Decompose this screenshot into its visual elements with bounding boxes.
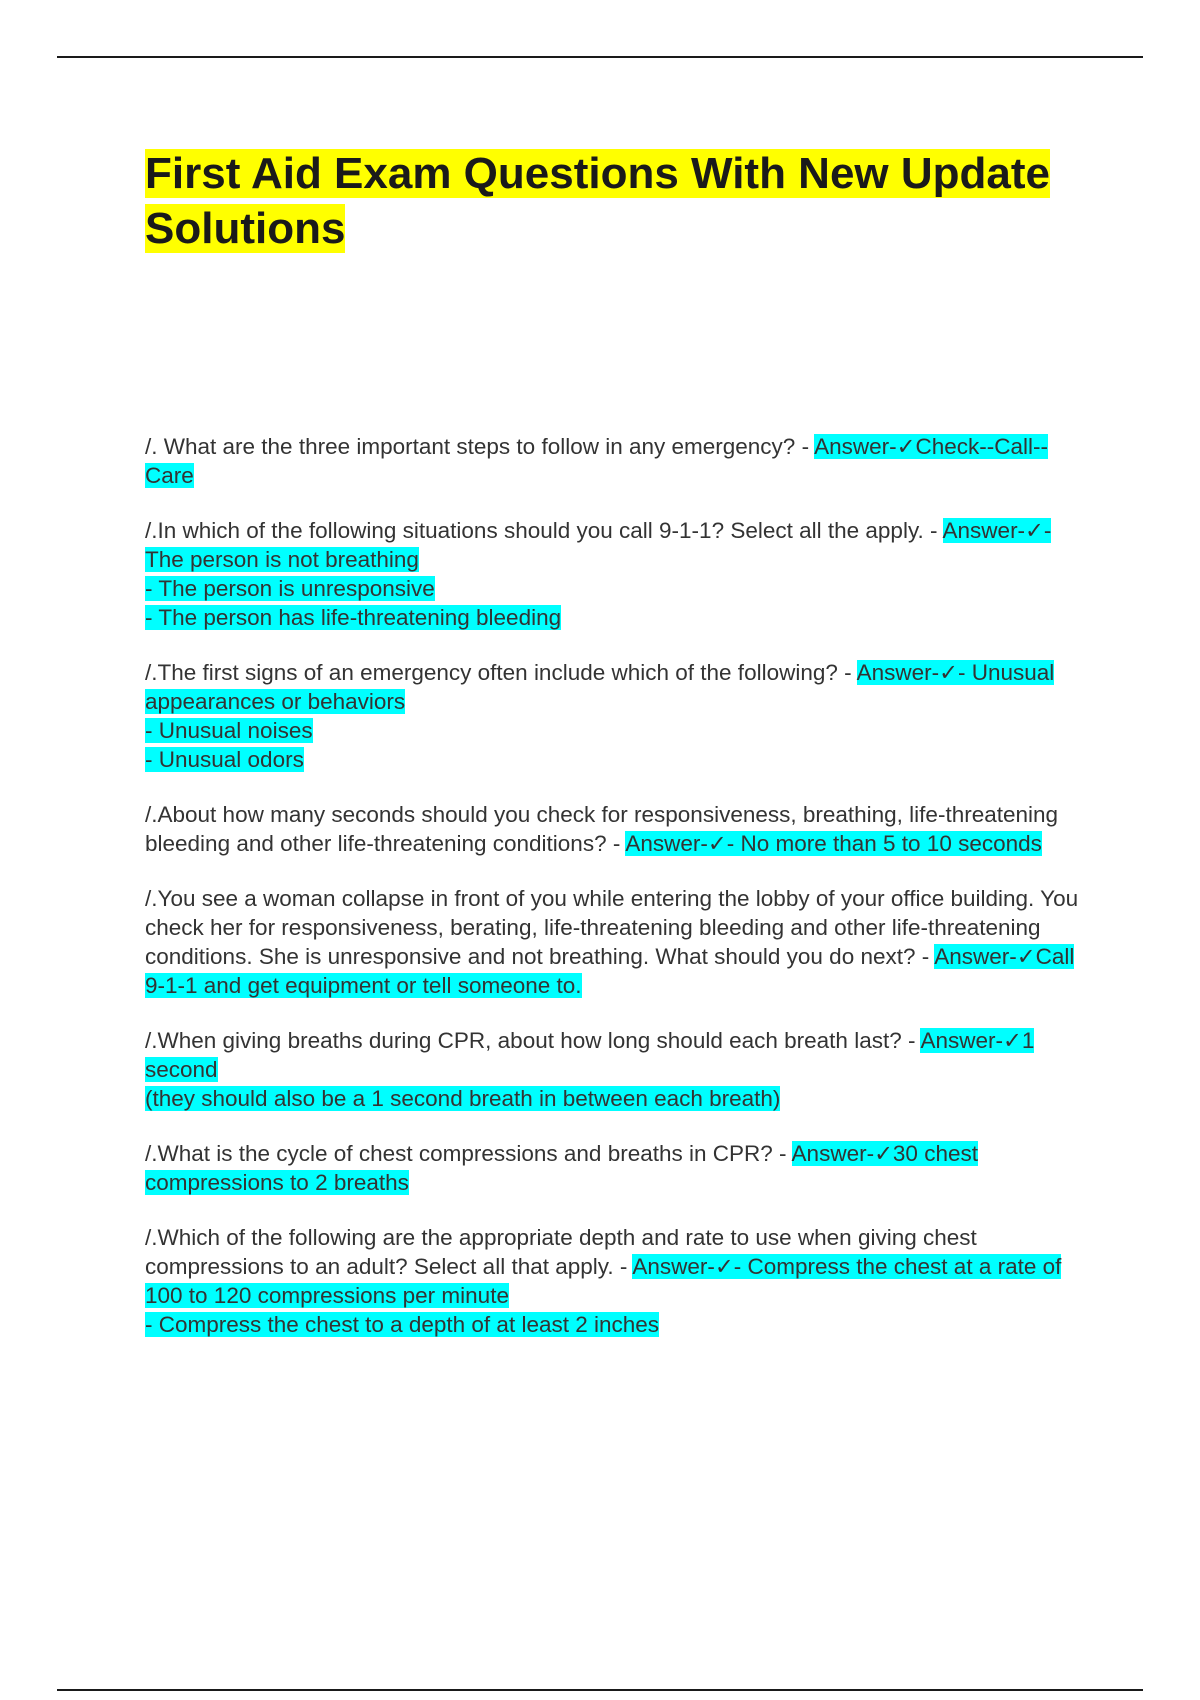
question-text: /.What is the cycle of chest compressions and breaths in CPR? -	[145, 1141, 792, 1166]
document-title	[145, 146, 1090, 256]
question-text: /.About how many seconds should you check for responsiveness, breathing, life-threatening bleeding and other life-threatening conditions? -	[145, 802, 1059, 856]
qa-item-8	[145, 1223, 1090, 1339]
answer-line: - Unusual odors	[145, 747, 304, 772]
question-text: /.The first signs of an emergency often include which of the following? -	[145, 660, 857, 685]
qa-item-7	[145, 1139, 1090, 1197]
answer-text: Answer-✓- No more than 5 to 10 seconds	[625, 831, 1042, 856]
question-text: /.Which of the following are the appropriate depth and rate to use when giving chest compressions to an adult? Select all that apply. -	[145, 1225, 977, 1279]
answer-line: - Compress the chest to a depth of at least 2 inches	[145, 1312, 660, 1337]
qa-item-4	[145, 800, 1090, 858]
qa-item-2	[145, 516, 1090, 632]
qa-list	[145, 432, 1090, 1339]
answer-text: Answer-✓- The person is not breathing	[145, 518, 1052, 572]
answer-text: Answer-✓Call 9-1-1 and get equipment or tell someone to.	[145, 944, 1075, 998]
qa-item-1	[145, 432, 1090, 490]
question-text: /.In which of the following situations should you call 9-1-1? Select all the apply. -	[145, 518, 943, 543]
answer-line: - The person is unresponsive	[145, 576, 435, 601]
qa-item-6	[145, 1026, 1090, 1113]
answer-line: (they should also be a 1 second breath in between each breath)	[145, 1086, 781, 1111]
answer-text: Answer-✓- Compress the chest at a rate of 100 to 120 compressions per minute	[145, 1254, 1062, 1308]
answer-line: - The person has life-threatening bleeding	[145, 605, 562, 630]
bottom-rule	[57, 1689, 1143, 1691]
document-body	[145, 146, 1090, 1365]
answer-text: Answer-✓- Unusual appearances or behaviors	[145, 660, 1055, 714]
title-text: First Aid Exam Questions With New Update Solutions	[145, 149, 1050, 253]
answer-text: Answer-✓Check--Call--Care	[145, 434, 1048, 488]
top-rule	[57, 56, 1143, 58]
question-text: /. What are the three important steps to follow in any emergency? -	[145, 434, 815, 459]
answer-text: Answer-✓30 chest compressions to 2 breaths	[145, 1141, 978, 1195]
qa-item-5	[145, 884, 1090, 1000]
question-text: /.You see a woman collapse in front of you while entering the lobby of your office building. You check her for responsiveness, berating, life-threatening bleeding and other life-threatening conditions. She is unresponsive and not breathing. What should you do next? -	[145, 886, 1079, 969]
qa-item-3	[145, 658, 1090, 774]
answer-line: - Unusual noises	[145, 718, 313, 743]
question-text: /.When giving breaths during CPR, about how long should each breath last? -	[145, 1028, 921, 1053]
answer-text: Answer-✓1 second	[145, 1028, 1035, 1082]
